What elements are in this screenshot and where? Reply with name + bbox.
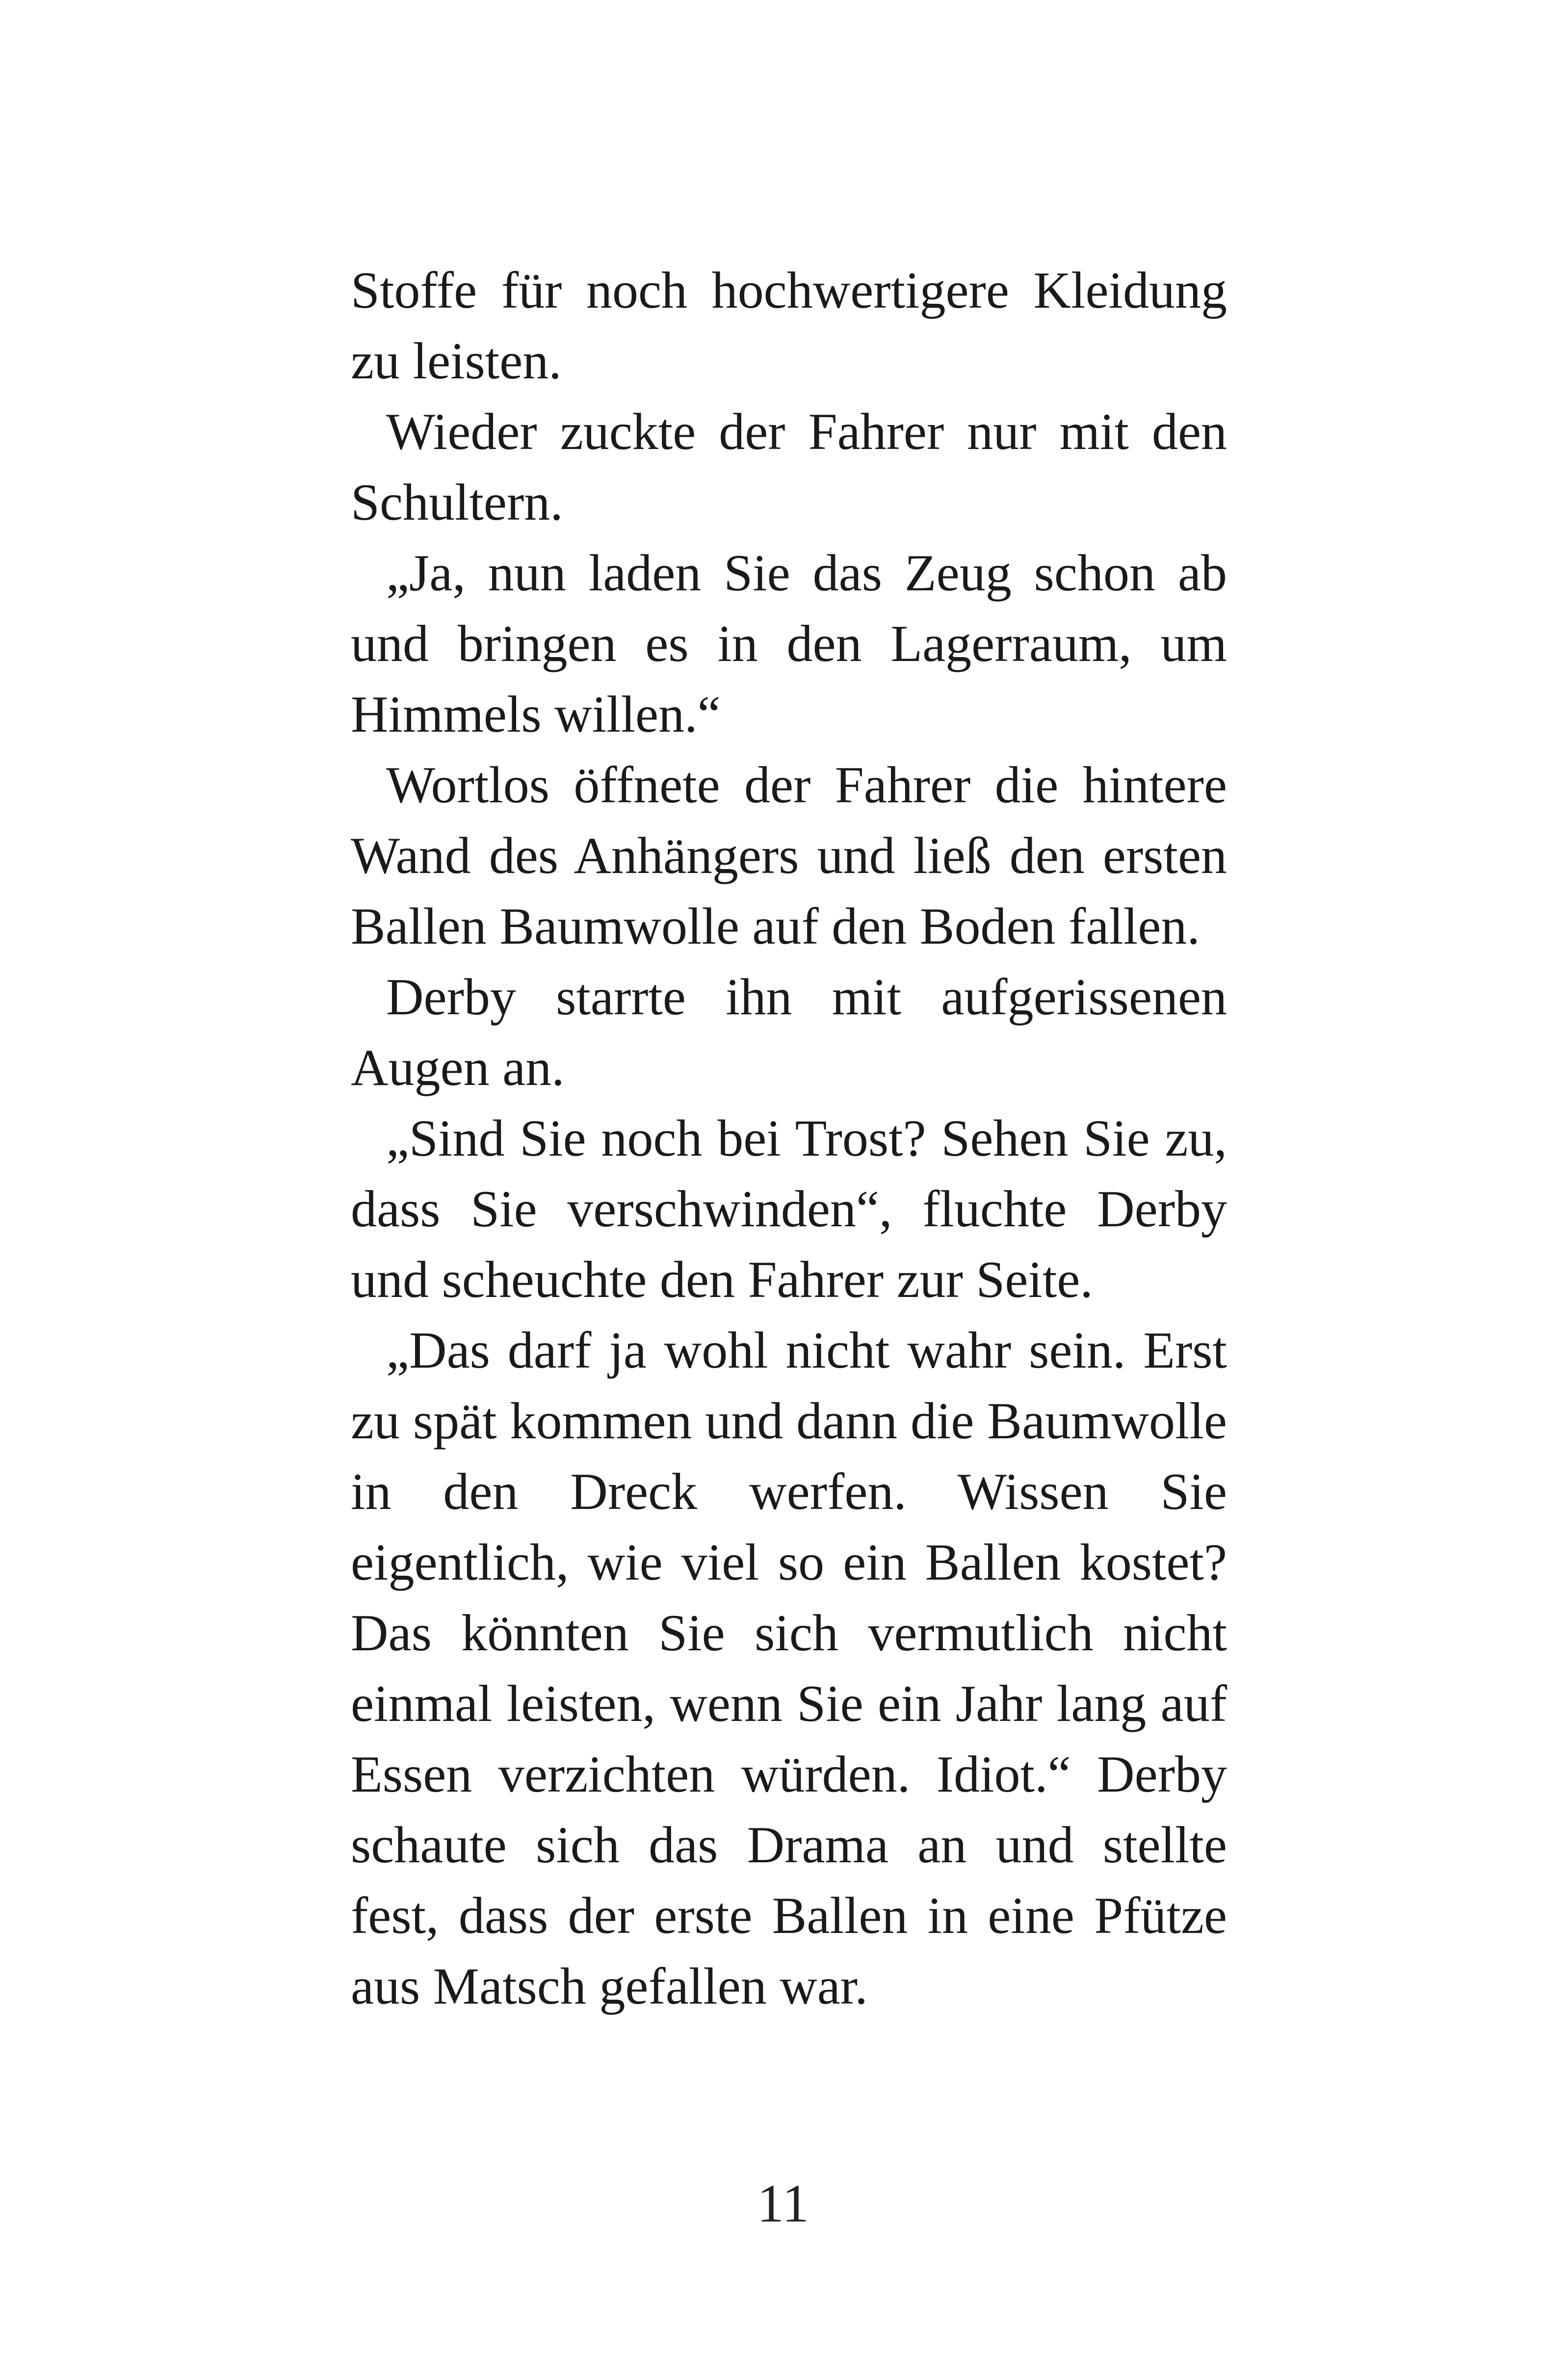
- paragraph: „Das darf ja wohl nicht wahr sein. Erst zu spät kommen und dann die Baumwolle in den Dreck werfen. Wissen Sie eigentlich, wie viel so ein Ballen kostet? Das könnten Sie sich vermutlich nicht einmal leisten, wenn Sie ein Jahr lang auf Essen verzichten würden. Idiot.“ Derby schaute sich das Drama an und stellte fest, dass der erste Ballen in eine Pfütze aus Matsch gefallen war.: [351, 1322, 1227, 2015]
- paragraph: Wieder zuckte der Fahrer nur mit den Schultern.: [351, 403, 1227, 531]
- paragraph: Derby starrte ihn mit aufgerissenen Augen an.: [351, 968, 1227, 1096]
- body-text: [351, 255, 1227, 2022]
- paragraph: „Ja, nun laden Sie das Zeug schon ab und bringen es in den Lagerraum, um Himmels willen.“: [351, 544, 1227, 743]
- page-number: 11: [757, 2173, 809, 2233]
- paragraph: Stoffe für noch hochwertigere Kleidung zu leisten.: [351, 262, 1227, 390]
- paragraph: Wortlos öffnete der Fahrer die hintere Wand des Anhängers und ließ den ersten Ballen Baumwolle auf den Boden fallen.: [351, 756, 1227, 955]
- paragraph: „Sind Sie noch bei Trost? Sehen Sie zu, dass Sie verschwinden“, fluchte Derby und scheuchte den Fahrer zur Seite.: [351, 1110, 1227, 1308]
